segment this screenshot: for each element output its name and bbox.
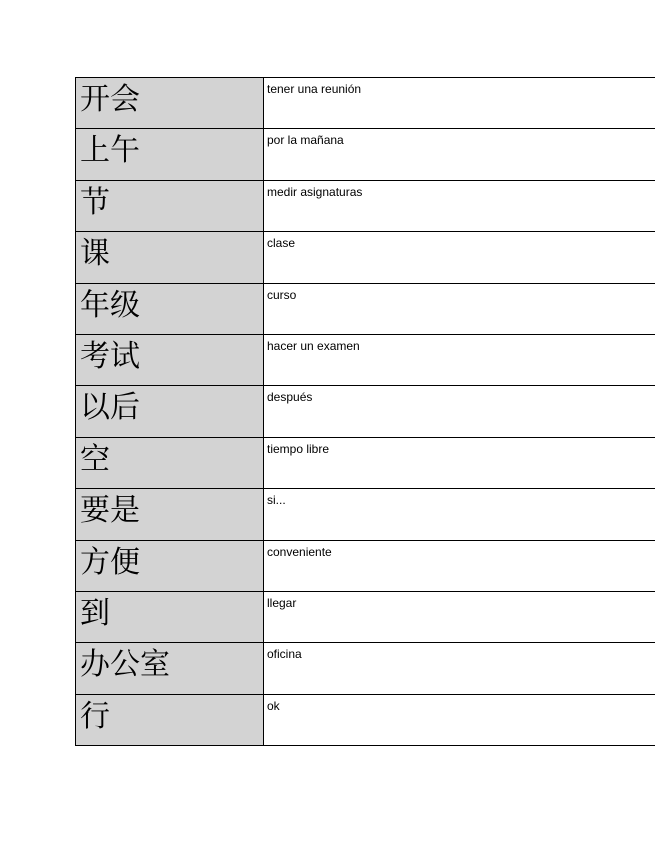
table-row bbox=[76, 232, 655, 283]
meaning-cell bbox=[264, 129, 655, 180]
hanzi-text: 要是 bbox=[80, 493, 140, 529]
hanzi-cell bbox=[76, 643, 264, 694]
hanzi-text: 年级 bbox=[80, 287, 140, 323]
hanzi-cell bbox=[76, 694, 264, 745]
meaning-text: ok bbox=[267, 698, 280, 713]
hanzi-cell bbox=[76, 489, 264, 540]
meaning-text: oficina bbox=[267, 647, 302, 662]
vocabulary-table bbox=[75, 77, 655, 746]
meaning-cell bbox=[264, 489, 655, 540]
meaning-cell bbox=[264, 540, 655, 591]
meaning-text: después bbox=[267, 390, 313, 405]
hanzi-text: 开会 bbox=[80, 82, 140, 117]
meaning-text: por la mañana bbox=[267, 133, 344, 148]
hanzi-cell bbox=[76, 232, 264, 283]
meaning-text: conveniente bbox=[267, 544, 332, 559]
hanzi-cell bbox=[76, 129, 264, 180]
meaning-text: tener una reunión bbox=[267, 82, 362, 96]
meaning-text: curso bbox=[267, 287, 297, 302]
meaning-text: si... bbox=[267, 493, 286, 508]
meaning-text: medir asignaturas bbox=[267, 184, 363, 199]
meaning-cell bbox=[264, 591, 655, 642]
table-row bbox=[76, 643, 655, 694]
hanzi-cell bbox=[76, 540, 264, 591]
hanzi-text: 行 bbox=[80, 698, 110, 734]
hanzi-text: 课 bbox=[80, 236, 110, 272]
meaning-cell bbox=[264, 232, 655, 283]
hanzi-cell bbox=[76, 386, 264, 437]
hanzi-text: 空 bbox=[80, 441, 110, 477]
table-row bbox=[76, 78, 655, 129]
meaning-cell bbox=[264, 437, 655, 488]
hanzi-cell bbox=[76, 78, 264, 129]
hanzi-text: 方便 bbox=[80, 544, 140, 580]
table-row bbox=[76, 334, 655, 385]
meaning-cell bbox=[264, 386, 655, 437]
meaning-text: llegar bbox=[267, 595, 297, 610]
hanzi-cell bbox=[76, 437, 264, 488]
table-row bbox=[76, 283, 655, 334]
hanzi-text: 办公室 bbox=[80, 647, 170, 683]
hanzi-text: 到 bbox=[80, 595, 110, 631]
meaning-cell bbox=[264, 78, 655, 129]
meaning-cell bbox=[264, 180, 655, 231]
table-row bbox=[76, 386, 655, 437]
table-row bbox=[76, 694, 655, 745]
hanzi-text: 以后 bbox=[80, 390, 140, 426]
meaning-text: hacer un examen bbox=[267, 338, 360, 353]
table-row bbox=[76, 437, 655, 488]
hanzi-text: 节 bbox=[80, 184, 110, 220]
meaning-cell bbox=[264, 334, 655, 385]
meaning-text: clase bbox=[267, 236, 296, 251]
meaning-cell bbox=[264, 283, 655, 334]
table-row bbox=[76, 180, 655, 231]
hanzi-cell bbox=[76, 180, 264, 231]
table-row bbox=[76, 129, 655, 180]
hanzi-text: 上午 bbox=[80, 133, 140, 169]
hanzi-cell bbox=[76, 283, 264, 334]
meaning-cell bbox=[264, 694, 655, 745]
table-row bbox=[76, 591, 655, 642]
table-row bbox=[76, 489, 655, 540]
meaning-cell bbox=[264, 643, 655, 694]
meaning-text: tiempo libre bbox=[267, 441, 330, 456]
table-row bbox=[76, 540, 655, 591]
hanzi-text: 考试 bbox=[80, 338, 140, 374]
hanzi-cell bbox=[76, 591, 264, 642]
hanzi-cell bbox=[76, 334, 264, 385]
